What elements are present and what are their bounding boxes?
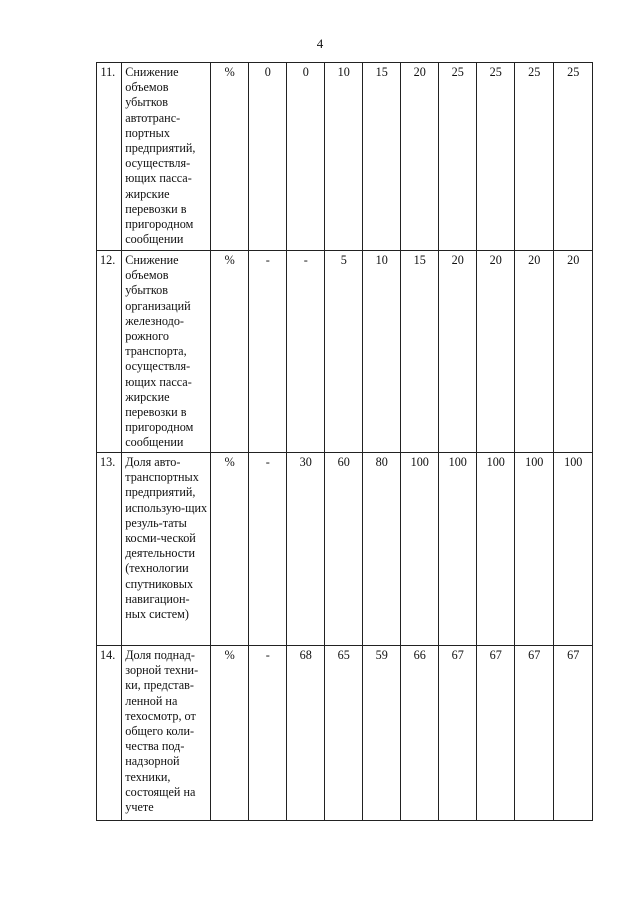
row-number: 13. xyxy=(97,453,122,646)
value-cell: 68 xyxy=(287,646,325,821)
unit-cell: % xyxy=(211,453,249,646)
indicator-name: Доля поднад-зорной техни-ки, представ-ленной на техосмотр, от общего коли-чества под-надзорной техники, состоящей на учете xyxy=(122,646,211,821)
value-cell: 25 xyxy=(477,63,515,251)
value-cell: 67 xyxy=(515,646,554,821)
table-row xyxy=(97,453,593,646)
value-cell: 30 xyxy=(287,453,325,646)
value-cell: 67 xyxy=(554,646,593,821)
value-cell: 20 xyxy=(515,251,554,453)
unit-cell: % xyxy=(211,63,249,251)
value-cell: 20 xyxy=(477,251,515,453)
value-cell: 100 xyxy=(477,453,515,646)
indicator-name: Снижение объемов убытков автотранс-портных предприятий, осуществля-ющих пасса-жирские перевозки в пригородном сообщении xyxy=(122,63,211,251)
value-cell: 20 xyxy=(401,63,439,251)
row-number: 11. xyxy=(97,63,122,251)
value-cell: 65 xyxy=(325,646,363,821)
value-cell: 25 xyxy=(554,63,593,251)
value-cell: 15 xyxy=(363,63,401,251)
value-cell: 15 xyxy=(401,251,439,453)
value-cell: 10 xyxy=(363,251,401,453)
value-cell: 67 xyxy=(477,646,515,821)
indicator-name: Доля авто-транспортных предприятий, использую-щих резуль-таты косми-ческой деятельности (технологии спутниковых навигацион-ных систем) xyxy=(122,453,211,646)
row-number: 12. xyxy=(97,251,122,453)
value-cell: 20 xyxy=(554,251,593,453)
value-cell: 100 xyxy=(554,453,593,646)
value-cell: - xyxy=(249,646,287,821)
value-cell: 20 xyxy=(439,251,477,453)
value-cell: 100 xyxy=(401,453,439,646)
value-cell: 25 xyxy=(439,63,477,251)
value-cell: 10 xyxy=(325,63,363,251)
value-cell: - xyxy=(287,251,325,453)
value-cell: 59 xyxy=(363,646,401,821)
page-number: 4 xyxy=(316,36,324,51)
table-row xyxy=(97,251,593,453)
value-cell: 0 xyxy=(249,63,287,251)
value-cell: - xyxy=(249,251,287,453)
indicators-table xyxy=(96,62,593,821)
value-cell: 60 xyxy=(325,453,363,646)
unit-cell: % xyxy=(211,646,249,821)
value-cell: 67 xyxy=(439,646,477,821)
indicator-name: Снижение объемов убытков организаций железнодо-рожного транспорта, осуществля-ющих пасса-жирские перевозки в пригородном сообщении xyxy=(122,251,211,453)
value-cell: 100 xyxy=(515,453,554,646)
value-cell: 0 xyxy=(287,63,325,251)
table-row xyxy=(97,63,593,251)
value-cell: 5 xyxy=(325,251,363,453)
unit-cell: % xyxy=(211,251,249,453)
table-row xyxy=(97,646,593,821)
value-cell: 25 xyxy=(515,63,554,251)
value-cell: 80 xyxy=(363,453,401,646)
row-number: 14. xyxy=(97,646,122,821)
value-cell: - xyxy=(249,453,287,646)
value-cell: 66 xyxy=(401,646,439,821)
value-cell: 100 xyxy=(439,453,477,646)
